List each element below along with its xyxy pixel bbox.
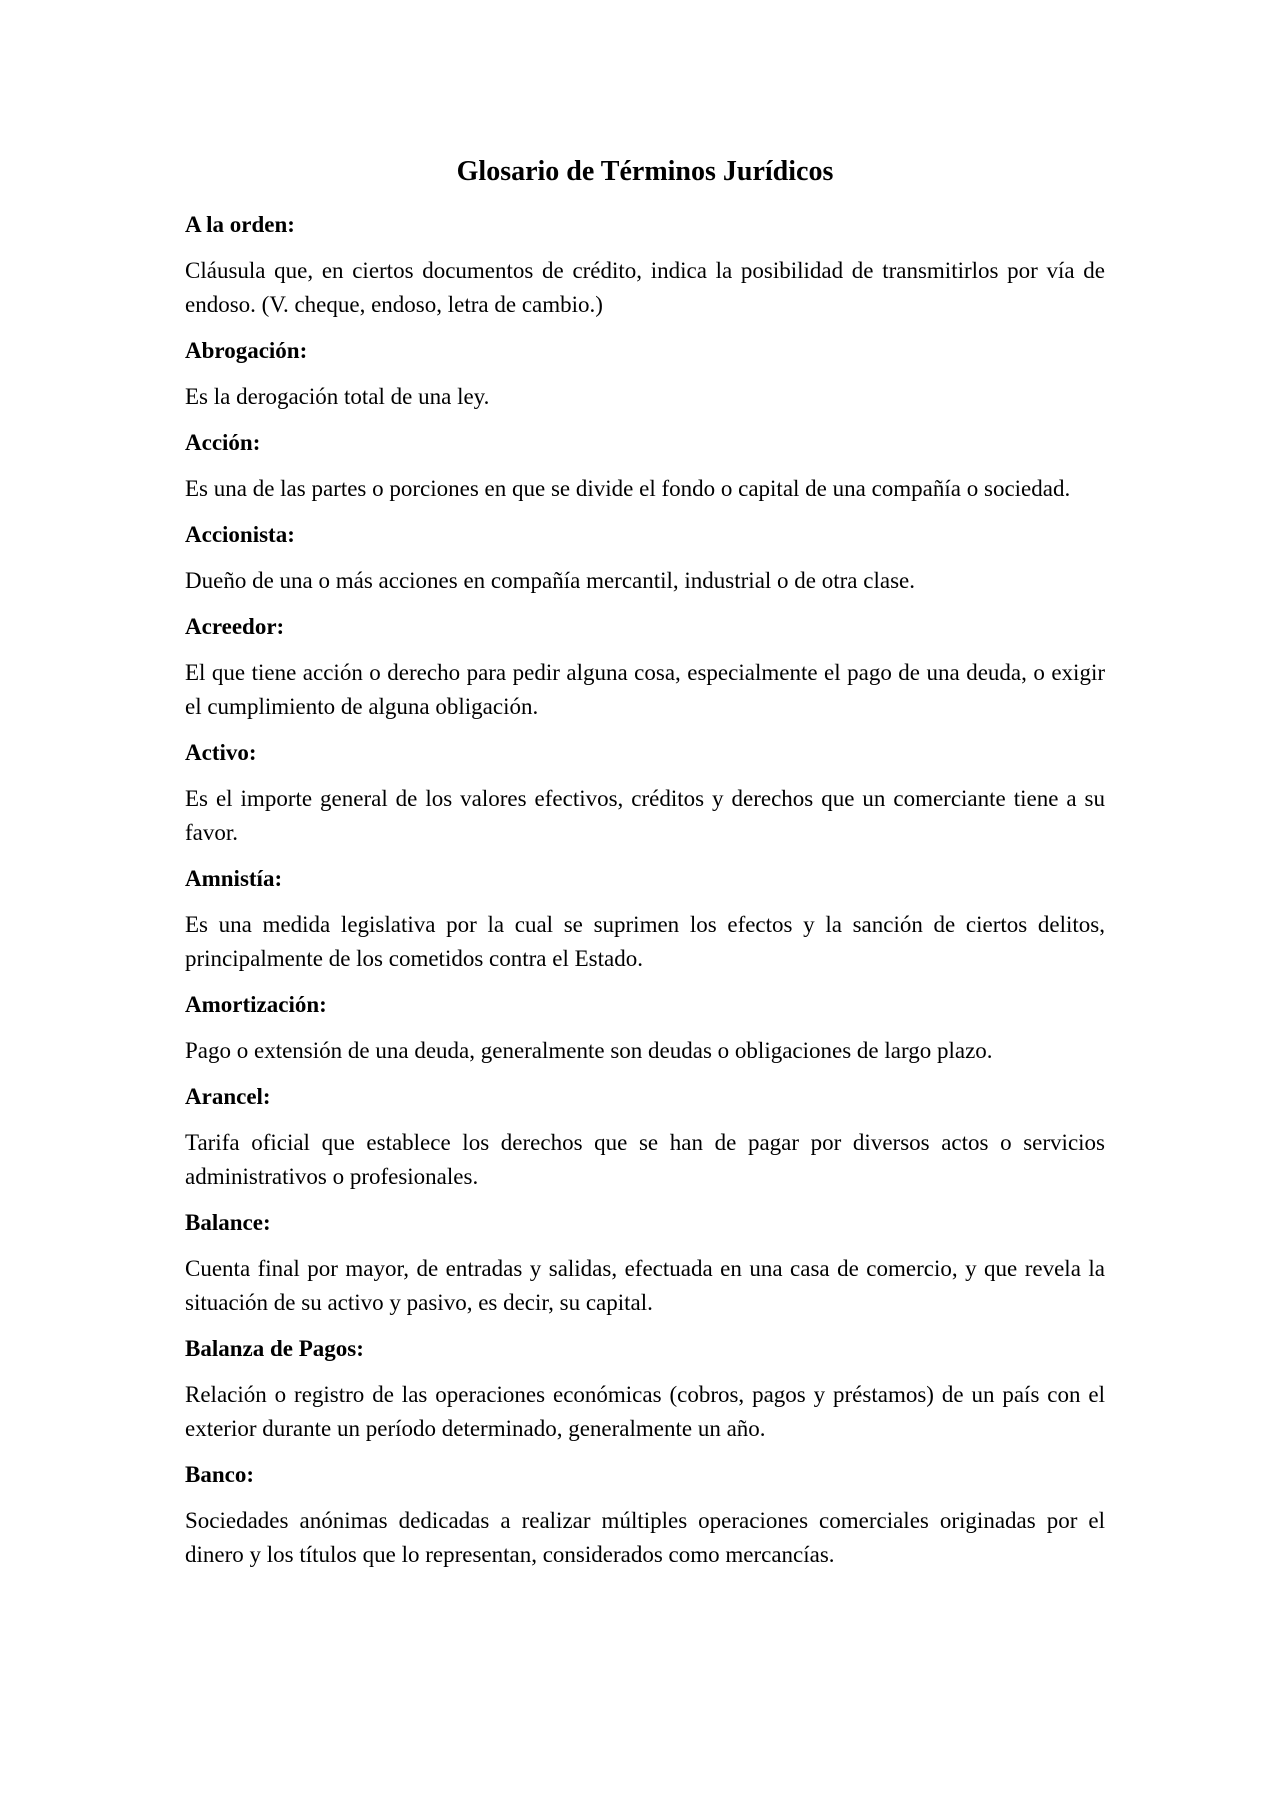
glossary-entry	[185, 862, 1105, 976]
glossary-entry	[185, 208, 1105, 322]
glossary-entry	[185, 1206, 1105, 1320]
glossary-entry	[185, 736, 1105, 850]
glossary-entry	[185, 1458, 1105, 1572]
glossary-entry	[185, 1080, 1105, 1194]
entry-definition: Es una de las partes o porciones en que se divide el fondo o capital de una compañía o sociedad.	[185, 476, 1071, 501]
entry-term: Accionista:	[185, 522, 295, 547]
entry-definition: Pago o extensión de una deuda, generalmente son deudas o obligaciones de largo plazo.	[185, 1038, 993, 1063]
entry-term: Activo:	[185, 740, 257, 765]
entry-term: Banco:	[185, 1462, 254, 1487]
page-title: Glosario de Términos Jurídicos	[456, 156, 834, 187]
document-page	[185, 150, 1105, 1584]
entry-term: Acción:	[185, 430, 261, 455]
glossary-entry	[185, 426, 1105, 506]
entry-definition: Cláusula que, en ciertos documentos de crédito, indica la posibilidad de transmitirlos por vía de endoso. (V. cheque, endoso, letra de cambio.)	[185, 258, 1105, 317]
glossary-entry	[185, 1332, 1105, 1446]
entry-term: Balanza de Pagos:	[185, 1336, 364, 1361]
entry-term: Arancel:	[185, 1084, 271, 1109]
entry-definition: Relación o registro de las operaciones económicas (cobros, pagos y préstamos) de un país con el exterior durante un período determinado, generalmente un año.	[185, 1382, 1105, 1441]
entry-definition: El que tiene acción o derecho para pedir alguna cosa, especialmente el pago de una deuda, o exigir el cumplimiento de alguna obligación.	[185, 660, 1105, 719]
entry-term: Acreedor:	[185, 614, 285, 639]
entry-term: Balance:	[185, 1210, 271, 1235]
entry-term: Amortización:	[185, 992, 327, 1017]
entry-definition: Sociedades anónimas dedicadas a realizar múltiples operaciones comerciales originadas por el dinero y los títulos que lo representan, considerados como mercancías.	[185, 1508, 1105, 1567]
entry-definition: Cuenta final por mayor, de entradas y salidas, efectuada en una casa de comercio, y que revela la situación de su activo y pasivo, es decir, su capital.	[185, 1256, 1105, 1315]
entry-definition: Dueño de una o más acciones en compañía mercantil, industrial o de otra clase.	[185, 568, 915, 593]
entry-term: Amnistía:	[185, 866, 283, 891]
glossary-entry	[185, 610, 1105, 724]
glossary-entry	[185, 518, 1105, 598]
entry-term: Abrogación:	[185, 338, 308, 363]
glossary-entry	[185, 334, 1105, 414]
entry-definition: Es la derogación total de una ley.	[185, 384, 490, 409]
entry-definition: Es una medida legislativa por la cual se suprimen los efectos y la sanción de ciertos delitos, principalmente de los cometidos contra el Estado.	[185, 912, 1105, 971]
entry-term: A la orden:	[185, 212, 295, 237]
glossary-entry	[185, 988, 1105, 1068]
entry-definition: Tarifa oficial que establece los derechos que se han de pagar por diversos actos o servicios administrativos o profesionales.	[185, 1130, 1105, 1189]
entry-definition: Es el importe general de los valores efectivos, créditos y derechos que un comerciante tiene a su favor.	[185, 786, 1105, 845]
